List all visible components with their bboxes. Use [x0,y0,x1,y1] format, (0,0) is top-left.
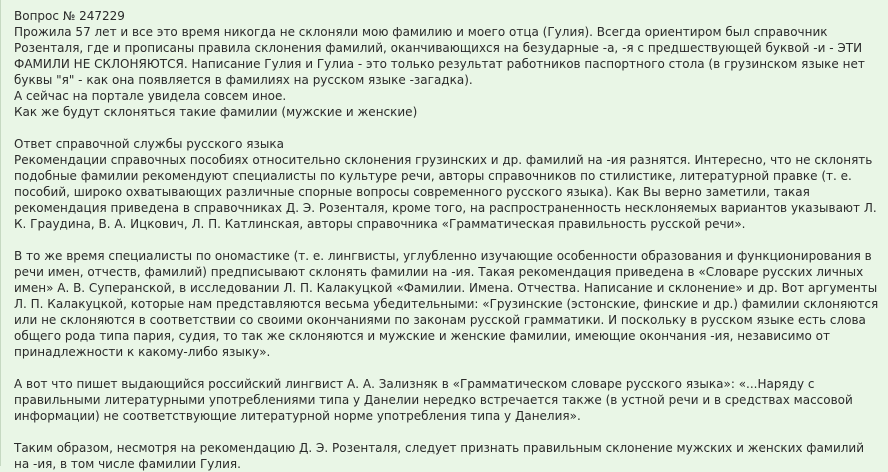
spacer [14,232,882,248]
answer-heading: Ответ справочной службы русского языка [14,137,284,151]
answer-paragraph: Рекомендации справочных пособиях относительно склонения грузинских и др. фамилий на -ия разнятся. Интересно, что не склонять подобные фамилии рекомендуют специалисты по культуре речи, авторы справочников по стилистике, литературной правке (т. е. пособий, широко охватывающих различные спорные вопросы современного русского языка). Как Вы верно заметили, такая рекомендация приведена в справочниках Д. Э. Розенталя, кроме того, на распространенность несклоняемых вариантов указывают Л. К. Граудина, В. А. Ицкович, Л. П. Катлинская, авторы справочника «Грамматическая правильность русской речи». [14,153,877,231]
answer-paragraph: Таким образом, несмотря на рекомендацию Д. Э. Розенталя, следует признать правильным склонение мужских и женских фамилий на -ия, в том числе фамилии Гулия. [14,441,865,471]
spacer [14,360,882,376]
answer-paragraph: А вот что пишет выдающийся российский лингвист А. А. Зализняк в «Грамматическом словаре русского языка»: «...Наряду с правильными литературными употреблениями типа у Данелии нередко встречается также (в устной речи и в средствах массовой информации) не соответствующие литературной норме употребления типа у Данелия». [14,377,853,423]
spacer [14,424,882,440]
question-text: А сейчас на портале увидела совсем иное. [14,89,287,103]
question-text: Прожила 57 лет и все это время никогда не склоняли мою фамилию и моего отца (Гулия). Всегда ориентиром был справочник Розенталя, где и прописаны правила склонения фамилий, оканчивающихся на безударные -а, -я с предшествующей буквой -и - ЭТИ ФАМИЛИ НЕ СКЛОНЯЮТСЯ. Написание Гулия и Гулиа - это только результат работников паспортного стола (в грузинском языке нет буквы "я" - как она появляется в фамилиях на русском языке -загадка). [14,25,865,87]
spacer [14,120,882,136]
answer-paragraph: В то же время специалисты по ономастике (т. е. лингвисты, углубленно изучающие особенности образования и функционирования в речи имен, отчеств, фамилий) предписывают склонять фамилии на -ия. Такая рекомендация приведена в «Словаре русских личных имен» А. В. Суперанской, в исследовании Л. П. Калакуцкой «Фамилии. Имена. Отчества. Написание и склонение» и др. Вот аргументы Л. П. Калакуцкой, которые нам представляются весьма убедительными: «Грузинские (эстонские, финские и др.) фамилии склоняются или не склоняются в соответствии со своими окончаниями по законам русской грамматики. И поскольку в русском языке есть слова общего рода типа пария, судия, то так же склоняются и мужские и женские фамилии, имеющие окончания -ия, независимо от принадлежности к какому-либо языку». [14,249,879,359]
question-number: Вопрос № 247229 [14,9,125,23]
question-text: Как же будут склоняться такие фамилии (мужские и женские) [14,105,418,119]
